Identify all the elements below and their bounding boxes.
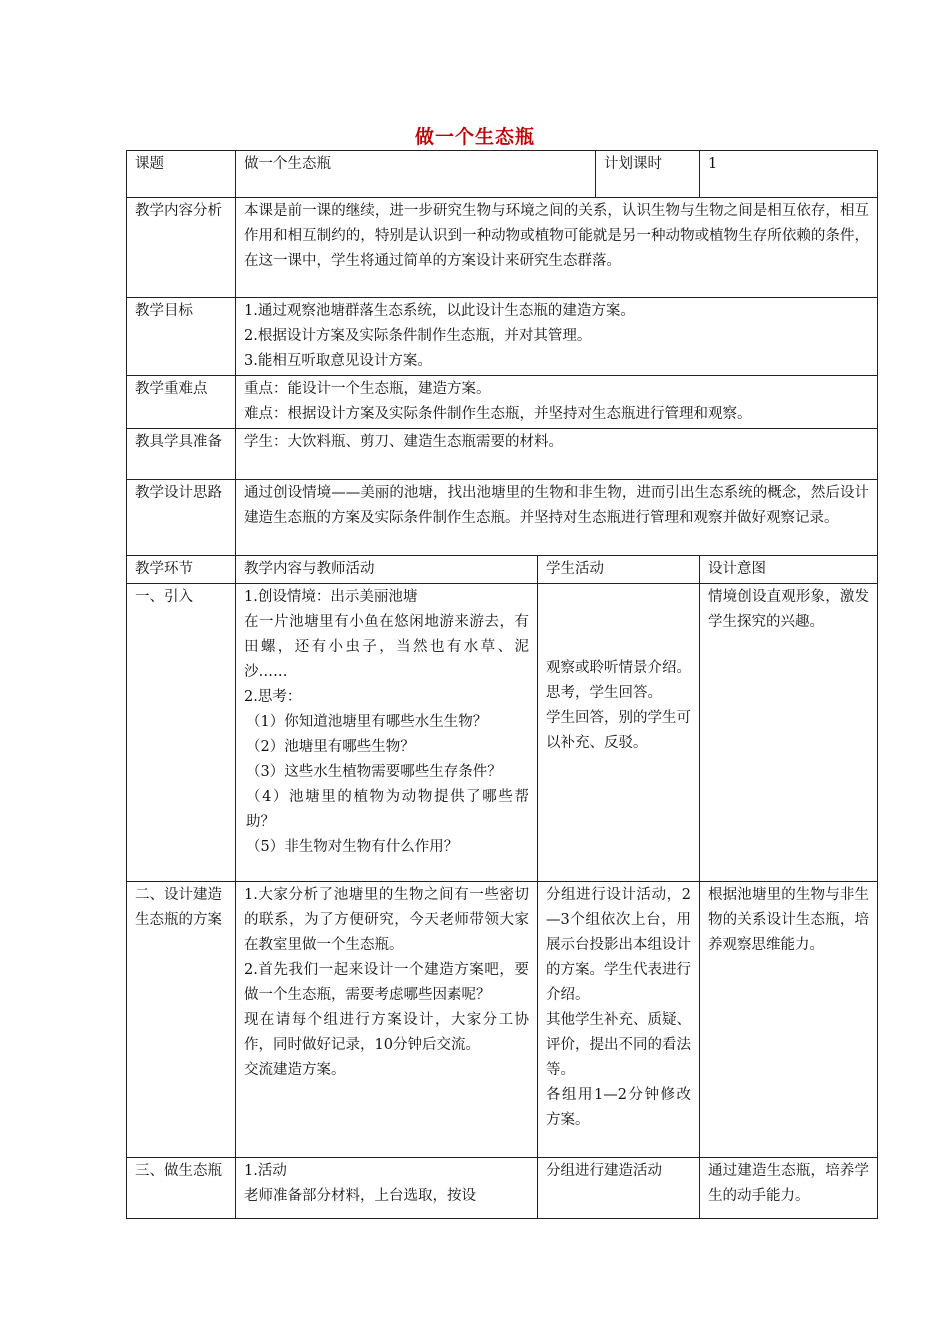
- content-line: （1）你知道池塘里有哪些水生生物？: [246, 714, 488, 730]
- topic-label: 课题: [127, 151, 236, 198]
- stage-content: [236, 882, 538, 1158]
- column-header-row: [127, 556, 878, 584]
- stage-row-intro: [127, 584, 878, 882]
- hours-value: 1: [700, 151, 878, 198]
- goal-line: 2.根据设计方案及实际条件制作生态瓶，并对其管理。: [244, 328, 592, 344]
- content-line: 1.创设情境：出示美丽池塘: [244, 589, 418, 605]
- document-title: 做一个生态瓶: [414, 126, 535, 148]
- design-label: 教学设计思路: [127, 480, 236, 556]
- stage-name: 三、做生态瓶: [127, 1158, 236, 1219]
- student-line: 分组进行设计活动，2—3个组依次上台，用展示台投影出本组设计的方案。学生代表进行介绍。: [546, 887, 691, 1003]
- key-points-row: [127, 376, 878, 429]
- key-point-line: 重点：能设计一个生态瓶，建造方案。: [244, 381, 491, 397]
- content-line: 2.首先我们一起来设计一个建造方案吧，要做一个生态瓶，需要考虑哪些因素呢？: [244, 962, 529, 1003]
- goals-label: 教学目标: [127, 298, 236, 376]
- key-points-label: 教学重难点: [127, 376, 236, 429]
- topic-value: 做一个生态瓶: [236, 151, 596, 198]
- student-line: 观察或聆听情景介绍。: [546, 660, 691, 676]
- student-line: 各组用1—2分钟修改方案。: [546, 1087, 691, 1128]
- col-header-student: 学生活动: [538, 556, 700, 584]
- design-intent: 通过建造生态瓶，培养学生的动手能力。: [700, 1158, 878, 1219]
- content-line: （2）池塘里有哪些生物？: [246, 739, 415, 755]
- student-activity: [538, 882, 700, 1158]
- content-line: 1.大家分析了池塘里的生物之间有一些密切的联系，为了方便研究，今天老师带领大家在教室里做一个生态瓶。: [244, 887, 529, 953]
- hours-label: 计划课时: [596, 151, 700, 198]
- design-row: [127, 480, 878, 556]
- stage-content: [236, 584, 538, 882]
- content-line: （5）非生物对生物有什么作用？: [246, 839, 459, 855]
- col-header-intent: 设计意图: [700, 556, 878, 584]
- design-text: 通过创设情境——美丽的池塘，找出池塘里的生物和非生物，进而引出生态系统的概念，然后设计建造生态瓶的方案及实际条件制作生态瓶。并坚持对生态瓶进行管理和观察并做好观察记录。: [236, 480, 878, 556]
- materials-row: [127, 429, 878, 480]
- design-intent: 情境创设直观形象，激发学生探究的兴趣。: [700, 584, 878, 882]
- student-line: 其他学生补充、质疑、评价，提出不同的看法等。: [546, 1012, 691, 1078]
- content-line: （3）这些水生植物需要哪些生存条件？: [246, 764, 502, 780]
- stage-name: 一、引入: [127, 584, 236, 882]
- content-line: 现在请每个组进行方案设计，大家分工协作，同时做好记录，10分钟后交流。: [244, 1012, 529, 1053]
- analysis-row: [127, 198, 878, 298]
- content-line: 2.思考：: [244, 689, 302, 705]
- student-activity: [538, 584, 700, 882]
- goal-line: 3.能相互听取意见设计方案。: [244, 353, 432, 369]
- content-line: 老师准备部分材料，上台选取，按设: [244, 1188, 476, 1204]
- analysis-text: 本课是前一课的继续，进一步研究生物与环境之间的关系，认识生物与生物之间是相互依存，相互作用和相互制约的，特别是认识到一种动物或植物可能就是另一种动物或植物生存所依赖的条件，在这一课中，学生将通过简单的方案设计来研究生态群落。: [236, 198, 878, 298]
- content-line: 1.活动: [244, 1163, 287, 1179]
- col-header-content: 教学内容与教师活动: [236, 556, 538, 584]
- goal-line: 1.通过观察池塘群落生态系统，以此设计生态瓶的建造方案。: [244, 303, 635, 319]
- col-header-stage: 教学环节: [127, 556, 236, 584]
- stage-name: 二、设计建造生态瓶的方案: [127, 882, 236, 1158]
- stage-row-plan: [127, 882, 878, 1158]
- student-activity: 分组进行建造活动: [538, 1158, 700, 1219]
- content-line: 在一片池塘里有小鱼在悠闲地游来游去，有田螺，还有小虫子，当然也有水草、泥沙……: [244, 614, 529, 680]
- key-points-cell: [236, 376, 878, 429]
- lesson-plan-table: [126, 150, 878, 1219]
- student-line: 思考，学生回答。: [546, 685, 662, 701]
- topic-row: [127, 151, 878, 198]
- materials-text: 学生：大饮料瓶、剪刀、建造生态瓶需要的材料。: [236, 429, 878, 480]
- content-line: 交流建造方案。: [244, 1062, 346, 1078]
- difficult-point-line: 难点：根据设计方案及实际条件制作生态瓶，并坚持对生态瓶进行管理和观察。: [244, 406, 752, 422]
- design-intent: 根据池塘里的生物与非生物的关系设计生态瓶，培养观察思维能力。: [700, 882, 878, 1158]
- analysis-label: 教学内容分析: [127, 198, 236, 298]
- student-line: 学生回答，别的学生可以补充、反驳。: [546, 710, 691, 751]
- content-line: （4）池塘里的植物为动物提供了哪些帮助？: [246, 789, 529, 830]
- goals-row: [127, 298, 878, 376]
- stage-content: [236, 1158, 538, 1219]
- materials-label: 教具学具准备: [127, 429, 236, 480]
- stage-row-build: [127, 1158, 878, 1219]
- goals-cell: [236, 298, 878, 376]
